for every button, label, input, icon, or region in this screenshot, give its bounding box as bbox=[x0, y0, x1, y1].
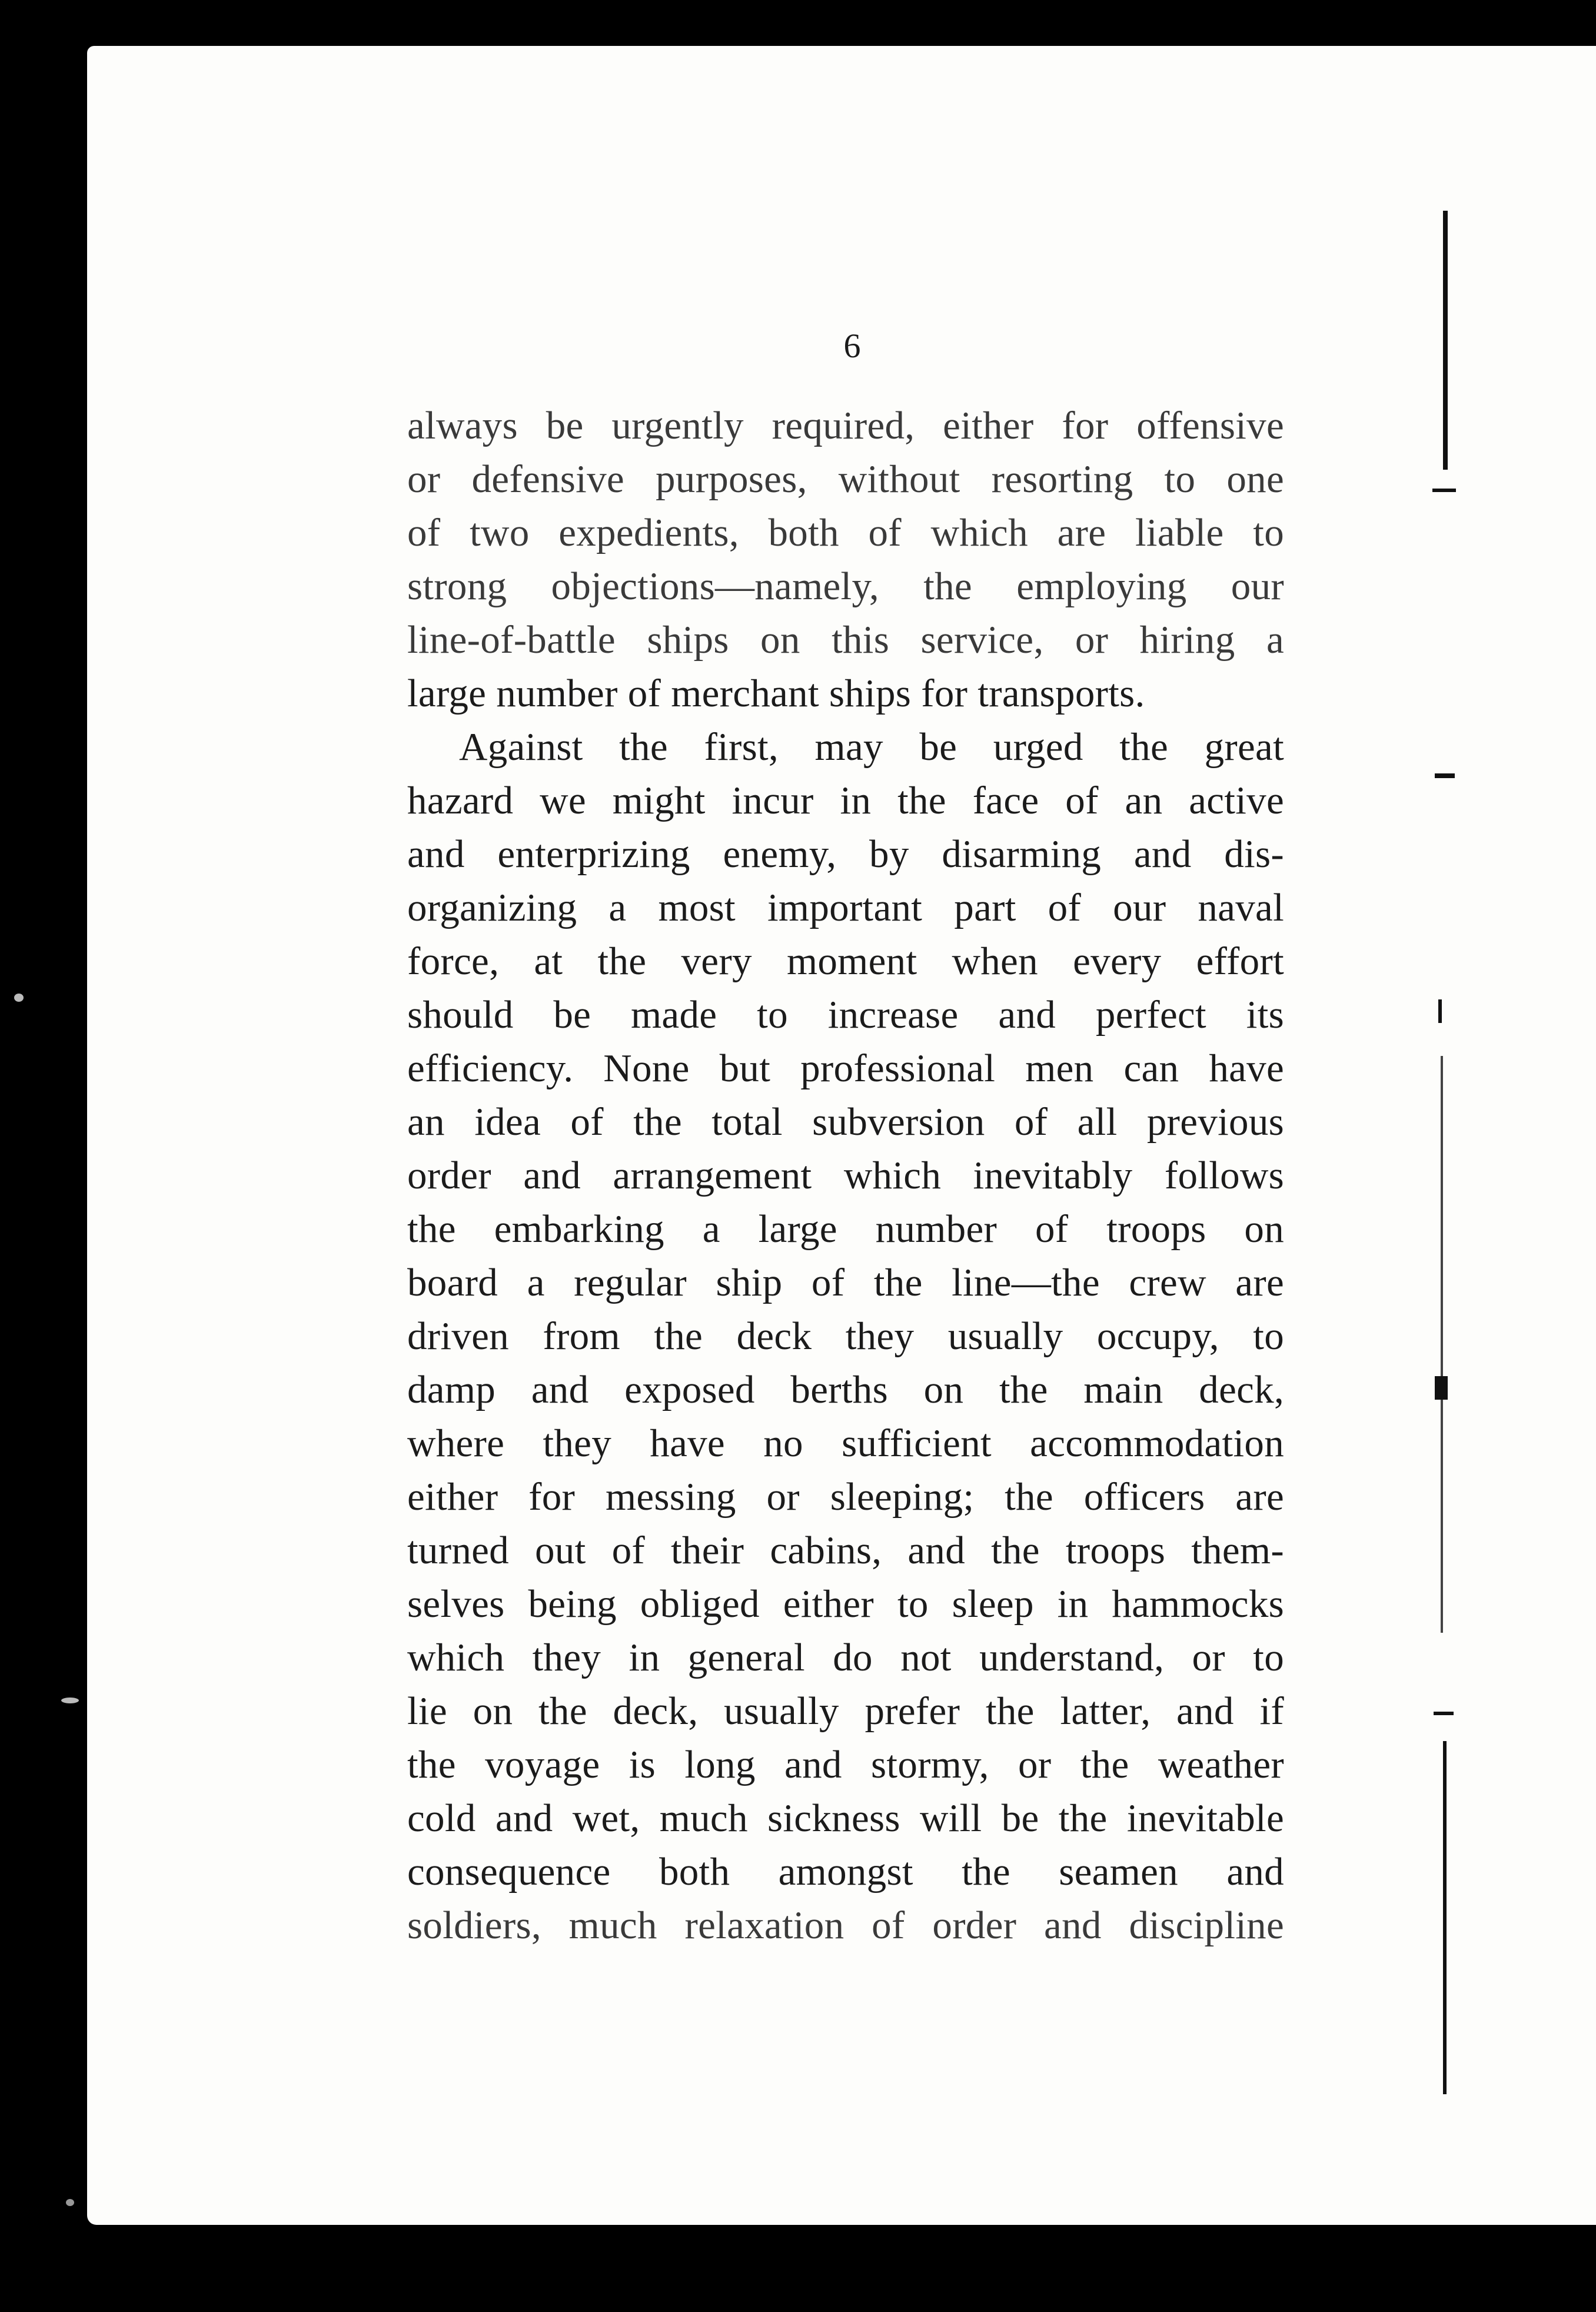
text-line: of two expedients, both of which are liable to bbox=[407, 511, 1284, 554]
text-line: lie on the deck, usually prefer the latter, and if bbox=[407, 1689, 1284, 1733]
text-line: cold and wet, much sickness will be the inevitable bbox=[407, 1796, 1284, 1840]
text-line: force, at the very moment when every effort bbox=[407, 939, 1284, 983]
text-line: strong objections—namely, the employing our bbox=[407, 564, 1284, 608]
text-line: hazard we might incur in the face of an active bbox=[407, 779, 1284, 822]
text-line: should be made to increase and perfect its bbox=[407, 993, 1284, 1037]
text-line: soldiers, much relaxation of order and discipline bbox=[407, 1904, 1284, 1947]
text-line: the embarking a large number of troops on bbox=[407, 1207, 1284, 1251]
binding-stitch-mark bbox=[1441, 1056, 1443, 1633]
text-line: the voyage is long and stormy, or the weather bbox=[407, 1743, 1284, 1786]
text-line: Against the first, may be urged the great bbox=[459, 725, 1284, 769]
scan-speck bbox=[66, 2199, 74, 2206]
text-line: either for messing or sleeping; the officers are bbox=[407, 1475, 1284, 1519]
text-line: an idea of the total subversion of all previous bbox=[407, 1100, 1284, 1144]
text-line: where they have no sufficient accommodation bbox=[407, 1421, 1284, 1465]
text-line: driven from the deck they usually occupy, to bbox=[407, 1314, 1284, 1358]
text-line: board a regular ship of the line—the crew are bbox=[407, 1261, 1284, 1304]
binding-stitch-mark bbox=[1443, 211, 1448, 470]
text-line: selves being obliged either to sleep in hammocks bbox=[407, 1582, 1284, 1626]
scan-speck bbox=[61, 1698, 79, 1703]
text-line: which they in general do not understand, or to bbox=[407, 1636, 1284, 1679]
book-page bbox=[87, 46, 1596, 2225]
text-line: damp and exposed berths on the main deck, bbox=[407, 1368, 1284, 1411]
text-line: efficiency. None but professional men can have bbox=[407, 1047, 1284, 1090]
body-text bbox=[407, 399, 1284, 1952]
text-line: turned out of their cabins, and the troops them- bbox=[407, 1529, 1284, 1572]
scan-border-left bbox=[0, 0, 87, 2312]
text-line: large number of merchant ships for transports. bbox=[407, 672, 1145, 715]
binding-stitch-mark bbox=[1435, 773, 1455, 778]
text-line: organizing a most important part of our naval bbox=[407, 886, 1284, 929]
binding-stitch-mark bbox=[1443, 1741, 1447, 2094]
scan-speck bbox=[14, 994, 24, 1002]
text-line: and enterprizing enemy, by disarming and dis- bbox=[407, 832, 1284, 876]
text-line: always be urgently required, either for offensive bbox=[407, 404, 1284, 447]
binding-stitch-mark bbox=[1435, 1376, 1448, 1400]
page-number: 6 bbox=[843, 327, 861, 365]
text-line: line-of-battle ships on this service, or hiring a bbox=[407, 618, 1284, 662]
text-line: consequence both amongst the seamen and bbox=[407, 1850, 1284, 1894]
binding-stitch-mark bbox=[1438, 999, 1442, 1023]
binding-stitch-mark bbox=[1432, 489, 1456, 492]
binding-stitch-mark bbox=[1434, 1712, 1454, 1715]
text-line: or defensive purposes, without resorting to one bbox=[407, 457, 1284, 501]
text-line: order and arrangement which inevitably follows bbox=[407, 1154, 1284, 1197]
